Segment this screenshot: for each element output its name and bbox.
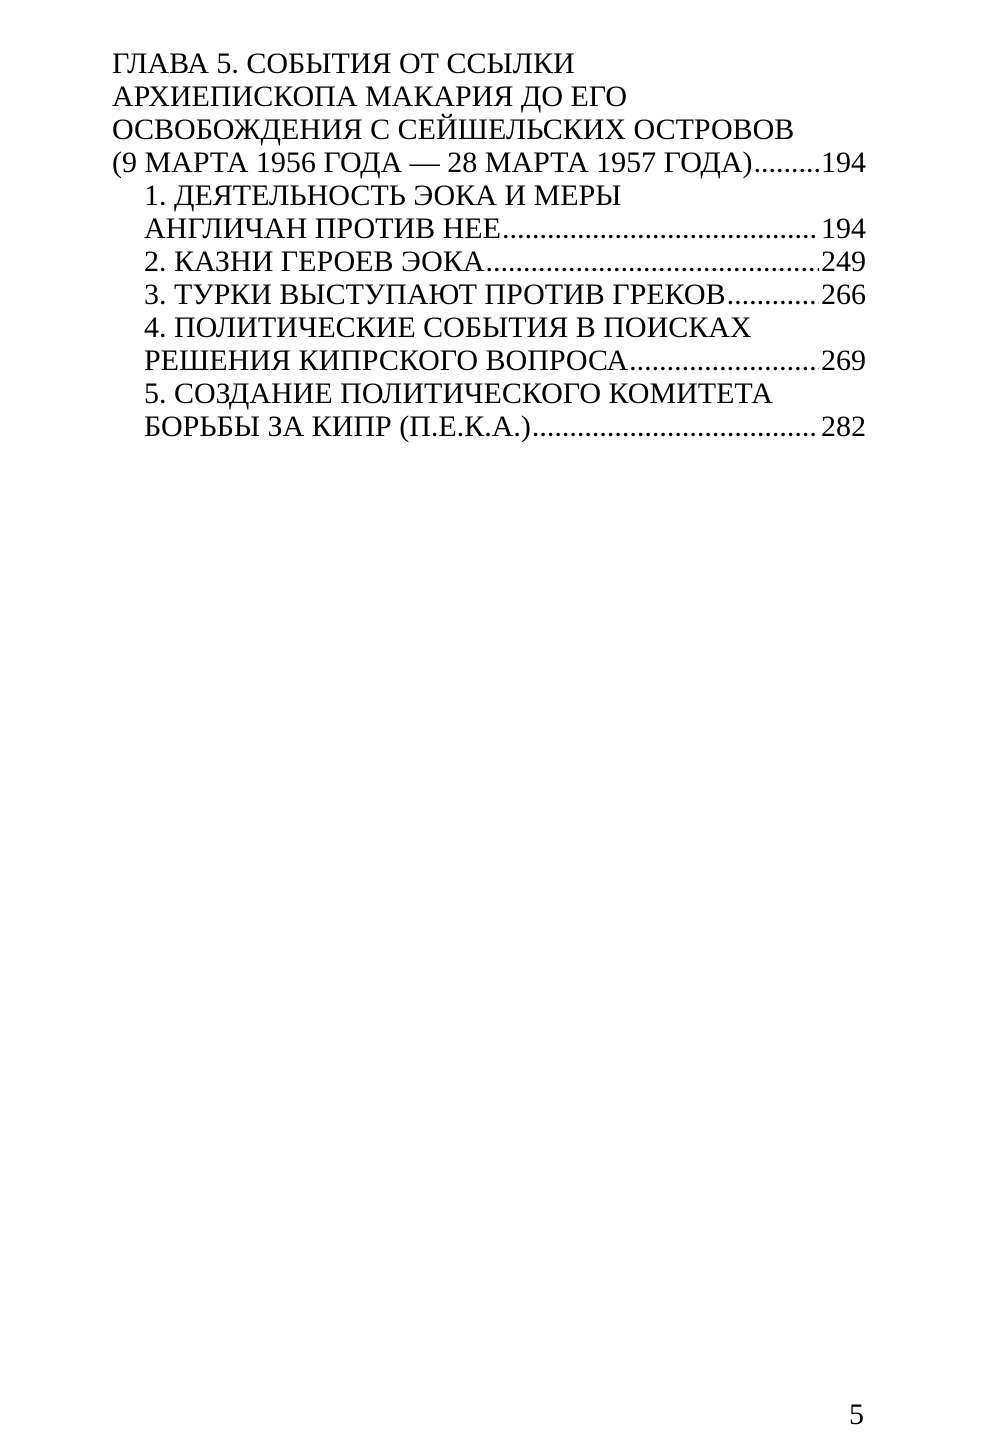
section-page-number: 282 (821, 410, 866, 443)
table-of-contents (112, 47, 866, 443)
section-leader-line[interactable] (112, 344, 866, 377)
toc-entry-section-3 (112, 278, 866, 311)
toc-entry-section-5 (112, 377, 866, 443)
chapter-title-line-4: (9 МАРТА 1956 ГОДА — 28 МАРТА 1957 ГОДА) (112, 146, 753, 179)
chapter-title-line-2: АРХИЕПИСКОПА МАКАРИЯ ДО ЕГО (112, 80, 628, 113)
section-leader-line[interactable] (112, 245, 866, 278)
section-leader-line[interactable] (112, 212, 866, 245)
section-title-line: 4. ПОЛИТИЧЕСКИЕ СОБЫТИЯ В ПОИСКАХ (144, 311, 752, 344)
footer-page-number: 5 (849, 1398, 864, 1431)
section-title-last-line: АНГЛИЧАН ПРОТИВ НЕЕ (144, 212, 501, 245)
toc-entry-section-1 (112, 179, 866, 245)
section-title-last-line: 3. ТУРКИ ВЫСТУПАЮТ ПРОТИВ ГРЕКОВ (144, 278, 726, 311)
toc-entry-section-4 (112, 311, 866, 377)
section-title-last-line: БОРЬБЫ ЗА КИПР (П.Е.К.А.) (144, 410, 531, 443)
section-page-number: 266 (821, 278, 866, 311)
toc-entry-section-2 (112, 245, 866, 278)
dot-leader (629, 344, 819, 377)
section-title-line: 1. ДЕЯТЕЛЬНОСТЬ ЭОКА И МЕРЫ (144, 179, 622, 212)
section-page-number: 269 (821, 344, 866, 377)
section-page-number: 249 (821, 245, 866, 278)
chapter-page-number: 194 (821, 146, 866, 179)
dot-leader (486, 245, 819, 278)
chapter-title-line-3: ОСВОБОЖДЕНИЯ С СЕЙШЕЛЬСКИХ ОСТРОВОВ (112, 113, 795, 146)
section-title-line: 5. СОЗДАНИЕ ПОЛИТИЧЕСКОГО КОМИТЕТА (144, 377, 773, 410)
section-title-last-line: 2. КАЗНИ ГЕРОЕВ ЭОКА (144, 245, 485, 278)
toc-entry-chapter-5 (112, 47, 866, 179)
dot-leader (502, 212, 819, 245)
section-title-last-line: РЕШЕНИЯ КИПРСКОГО ВОПРОСА (144, 344, 629, 377)
section-leader-line[interactable] (112, 278, 866, 311)
dot-leader (727, 278, 819, 311)
dot-leader (532, 410, 819, 443)
section-leader-line[interactable] (112, 410, 866, 443)
section-page-number: 194 (821, 212, 866, 245)
chapter-title-leader-line[interactable] (112, 146, 866, 179)
chapter-title-line-1: ГЛАВА 5. СОБЫТИЯ ОТ ССЫЛКИ (112, 47, 575, 80)
dot-leader (754, 146, 819, 179)
